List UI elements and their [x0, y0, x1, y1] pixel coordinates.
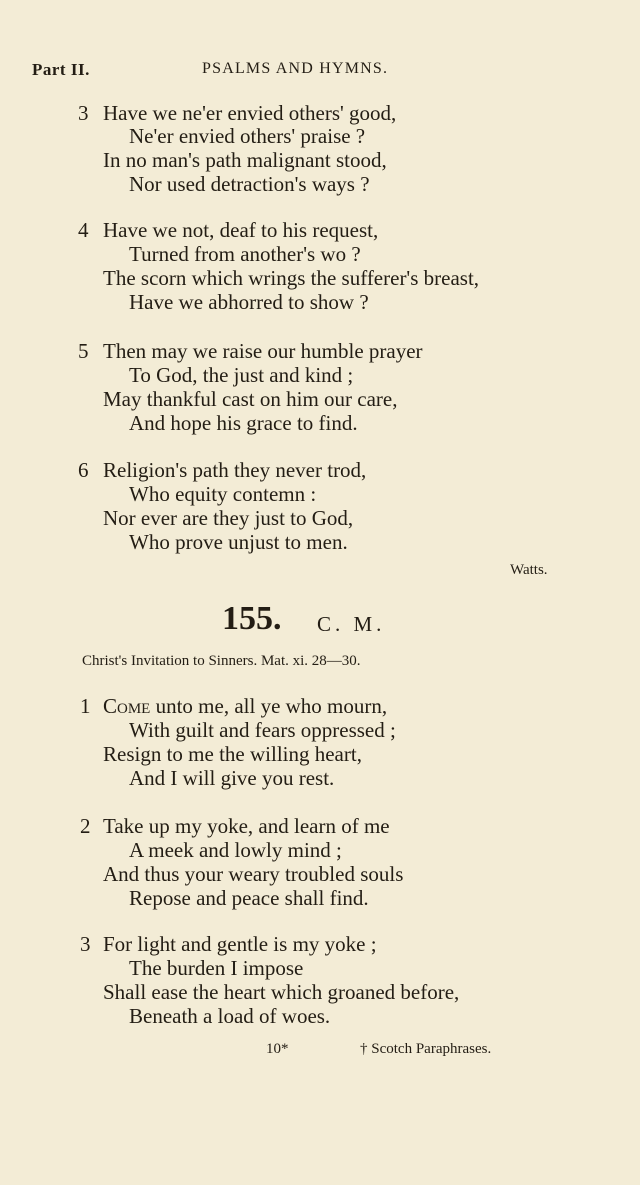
part-label: Part II. [32, 60, 90, 79]
verse-line: Take up my yoke, and learn of me [103, 814, 390, 838]
verse-line: Have we ne'er envied others' good, [103, 101, 397, 125]
verse-line: Turned from another's wo ? [129, 242, 361, 266]
verse-line: Resign to me the willing heart, [103, 742, 362, 766]
verse-line-rest: unto me, all ye who mourn, [150, 694, 388, 718]
verse-line: With guilt and fears oppressed ; [129, 718, 396, 742]
verse-line: The burden I impose [129, 956, 304, 980]
stanza-number: 5 [78, 339, 89, 363]
hymn-meter: C. M. [317, 612, 386, 636]
verse-line: The scorn which wrings the sufferer's breast, [103, 266, 480, 290]
verse-line: For light and gentle is my yoke ; [103, 932, 377, 956]
verse-line: Beneath a load of woes. [129, 1004, 331, 1028]
verse-line: Nor ever are they just to God, [103, 506, 354, 530]
signature-mark: 10* [266, 1041, 289, 1057]
stanza-number: 2 [80, 814, 91, 838]
verse-line [103, 694, 387, 719]
verse-line: Religion's path they never trod, [103, 458, 367, 482]
verse-line: Repose and peace shall find. [129, 886, 369, 910]
verse-line: And I will give you rest. [129, 766, 335, 790]
small-caps-first-word: Come [103, 694, 151, 718]
verse-line: May thankful cast on him our care, [103, 387, 398, 411]
verse-line: To God, the just and kind ; [129, 363, 354, 387]
verse-line: Shall ease the heart which groaned before, [103, 980, 460, 1004]
verse-line: Have we abhorred to show ? [129, 290, 369, 314]
verse-line: Then may we raise our humble prayer [103, 339, 423, 363]
stanza-number: 4 [78, 218, 89, 242]
footnote: † Scotch Paraphrases. [360, 1041, 492, 1057]
verse-line: And hope his grace to find. [129, 411, 358, 435]
verse-line: And thus your weary troubled souls [103, 862, 404, 886]
stanza-number: 3 [78, 101, 89, 125]
verse-line: Nor used detraction's ways ? [129, 172, 370, 196]
verse-line: Ne'er envied others' praise ? [129, 124, 366, 148]
running-title: PSALMS AND HYMNS. [202, 60, 389, 77]
stanza-number: 3 [80, 932, 91, 956]
hymn-title: Christ's Invitation to Sinners. Mat. xi. 28—30. [82, 653, 361, 669]
stanza-number: 6 [78, 458, 89, 482]
verse-line: In no man's path malignant stood, [103, 148, 387, 172]
attribution: Watts. [510, 562, 548, 578]
verse-line: Have we not, deaf to his request, [103, 218, 379, 242]
verse-line: Who equity contemn : [129, 482, 317, 506]
stanza-number: 1 [80, 694, 91, 718]
verse-line: A meek and lowly mind ; [129, 838, 342, 862]
verse-line: Who prove unjust to men. [129, 530, 348, 554]
hymn-number: 155. [222, 600, 282, 637]
